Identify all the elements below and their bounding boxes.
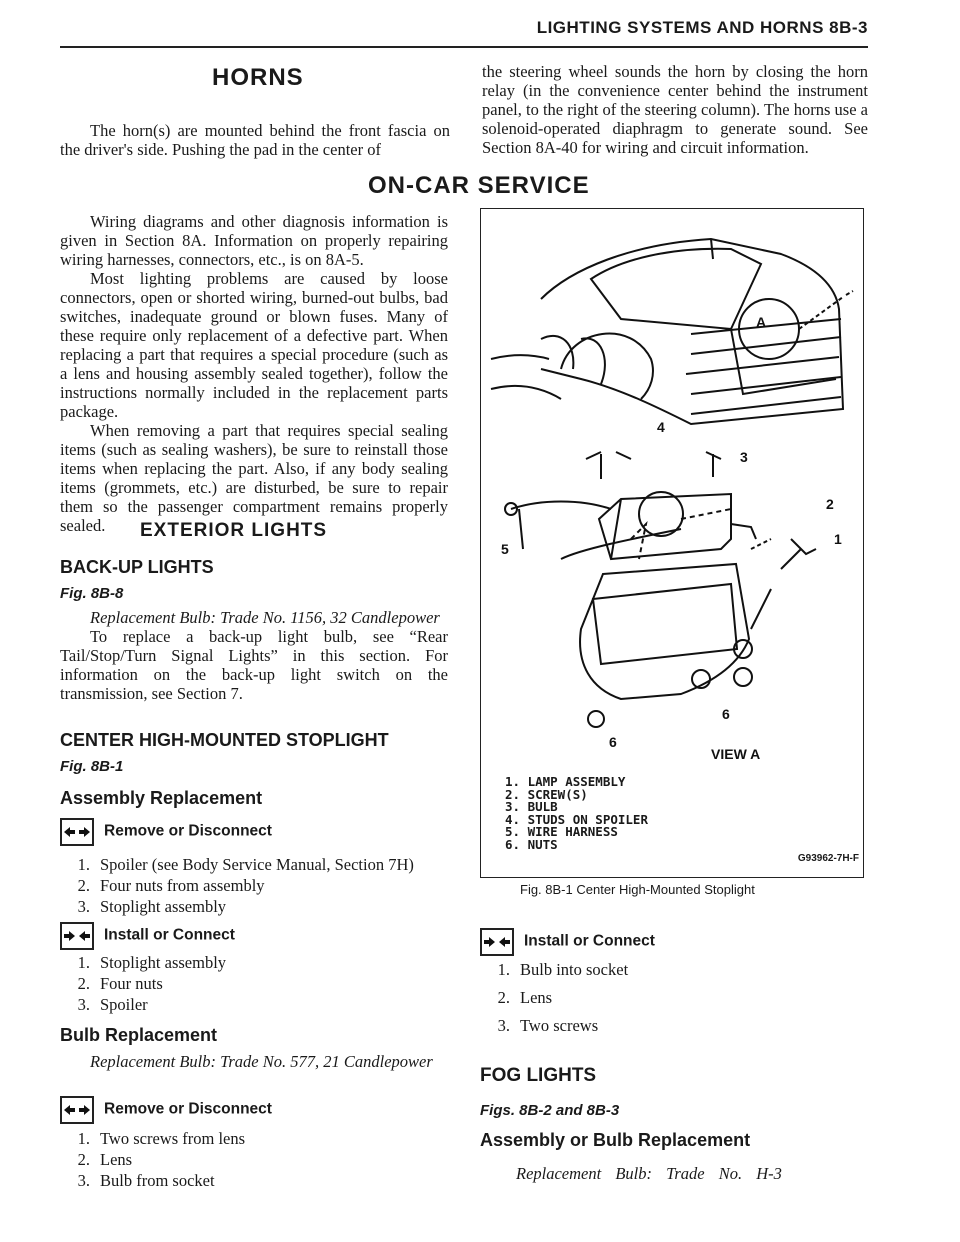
horns-left-column	[60, 121, 450, 159]
remove-list	[60, 854, 460, 917]
legend-item: 3. BULB	[505, 799, 558, 814]
callout-label: 3	[740, 449, 748, 465]
exterior-lights-heading: EXTERIOR LIGHTS	[140, 520, 328, 541]
list-item: 1. Two screws from lens	[77, 1129, 246, 1148]
oncar-paragraph: Most lighting problems are caused by loose connectors, open or shorted wiring, burned-out bulbs, bad switches, inadequate ground or blown fuses. Many of these require only replacement of a defective part. When replacing a part that requires a special procedure (such as a lens and housing assembly sealed together), follow the instructions normally included in the replacement parts package.	[60, 269, 448, 421]
remove-disconnect-row	[60, 818, 272, 846]
assembly-replacement-heading: Assembly Replacement	[60, 788, 263, 808]
chmsl-heading: CENTER HIGH-MOUNTED STOPLIGHT	[60, 730, 389, 750]
list-item: 3. Stoplight assembly	[77, 897, 227, 916]
remove-disconnect-label: Remove or Disconnect	[104, 1100, 272, 1118]
legend-item: 1. LAMP ASSEMBLY	[505, 774, 626, 789]
bulb-replacement-heading: Bulb Replacement	[60, 1025, 218, 1045]
legend-item: 2. SCREW(S)	[505, 786, 588, 802]
horns-heading: HORNS	[212, 64, 304, 91]
backup-paragraph: To replace a back-up light bulb, see “Rear Tail/Stop/Turn Signal Lights” in this section. For information on the back-up light switch on the transmission, see Section 7.	[60, 627, 448, 703]
figure-code: G93962-7H-F	[797, 853, 859, 864]
list-item: 1. Stoplight assembly	[77, 953, 227, 972]
remove-arrows-icon	[60, 1096, 94, 1124]
list-item: 1. Bulb into socket	[497, 960, 629, 979]
fog-lights-heading: FOG LIGHTS	[480, 1065, 597, 1086]
figure-8b-1	[480, 208, 864, 878]
chmsl-fig-ref: Fig. 8B-1	[60, 758, 124, 775]
legend-item: 6. NUTS	[505, 836, 558, 852]
backup-bulb-spec: Replacement Bulb: Trade No. 1156, 32 Candlepower	[90, 608, 440, 627]
list-item: 3. Spoiler	[77, 995, 148, 1014]
bulb-remove-list	[60, 1128, 460, 1191]
list-item: 1. Spoiler (see Body Service Manual, Section 7H)	[77, 855, 414, 874]
callout-label: 2	[826, 496, 834, 512]
callout-label: 6	[722, 706, 730, 722]
figure-legend	[505, 776, 648, 851]
backup-body	[60, 608, 448, 703]
bulb-spec-block	[60, 1052, 448, 1071]
callout-a: A	[756, 314, 767, 330]
horns-right-column	[482, 62, 868, 157]
oncar-intro	[60, 212, 448, 535]
list-item: 3. Bulb from socket	[77, 1171, 215, 1190]
callout-label: 4	[657, 419, 665, 435]
remove-disconnect-label: Remove or Disconnect	[104, 822, 272, 840]
horns-paragraph-end: the steering wheel sounds the horn by closing the horn relay (in the convenience center behind the instrument panel, to the right of the steering column). The horns use a solenoid-operated diaphragm to generate sound. See Section 8A-40 for wiring and circuit information.	[482, 62, 868, 157]
list-item: 2. Lens	[497, 988, 553, 1007]
bulb-install-list	[480, 956, 860, 1040]
install-arrows-icon	[60, 922, 94, 950]
horns-paragraph-start: The horn(s) are mounted behind the front fascia on the driver's side. Pushing the pad in the center of	[60, 121, 450, 159]
list-item: 2. Lens	[77, 1150, 133, 1169]
chmsl-bulb-spec: Replacement Bulb: Trade No. 577, 21 Candlepower	[90, 1052, 433, 1071]
install-connect-label: Install or Connect	[104, 926, 235, 944]
backup-lights-heading: BACK-UP LIGHTS	[60, 557, 214, 577]
fog-bulb-spec: Replacement Bulb: Trade No. H-3	[516, 1164, 782, 1183]
page-header: LIGHTING SYSTEMS AND HORNS 8B-3	[536, 18, 868, 37]
list-item: 2. Four nuts from assembly	[77, 876, 265, 895]
list-item: 2. Four nuts	[77, 974, 163, 993]
install-list	[60, 952, 460, 1015]
install-connect-label: Install or Connect	[524, 932, 655, 950]
backup-fig-ref: Fig. 8B-8	[60, 585, 124, 602]
view-a-label: VIEW A	[711, 746, 761, 762]
install-connect-row	[60, 922, 235, 950]
oncar-paragraph: Wiring diagrams and other diagnosis information is given in Section 8A. Information on properly repairing wiring harnesses, connectors, etc., is on 8A-5.	[60, 212, 448, 269]
header-rule	[60, 46, 868, 48]
fog-assembly-heading: Assembly or Bulb Replacement	[480, 1130, 751, 1150]
fog-fig-ref: Figs. 8B-2 and 8B-3	[480, 1102, 620, 1119]
bulb-remove-row	[60, 1096, 272, 1124]
install-arrows-icon	[480, 928, 514, 956]
callout-label: 1	[834, 531, 842, 547]
stoplight-illustration	[481, 209, 862, 849]
callout-label: 5	[501, 541, 509, 557]
oncar-paragraph: When removing a part that requires special sealing items (such as sealing washers), be sure to reinstall those items when replacing the part. Also, if any body sealing items (grommets, etc.) are disturbed, be sure to repair them so the passenger compartment remains properly sealed.	[60, 421, 448, 535]
oncar-heading: ON-CAR SERVICE	[368, 172, 590, 199]
legend-item: 4. STUDS ON SPOILER	[505, 811, 648, 827]
figure-caption: Fig. 8B-1 Center High-Mounted Stoplight	[520, 882, 755, 897]
legend-item: 5. WIRE HARNESS	[505, 824, 618, 839]
remove-arrows-icon	[60, 818, 94, 846]
bulb-install-row	[480, 928, 655, 956]
callout-label: 6	[609, 734, 617, 750]
list-item: 3. Two screws	[497, 1016, 599, 1035]
